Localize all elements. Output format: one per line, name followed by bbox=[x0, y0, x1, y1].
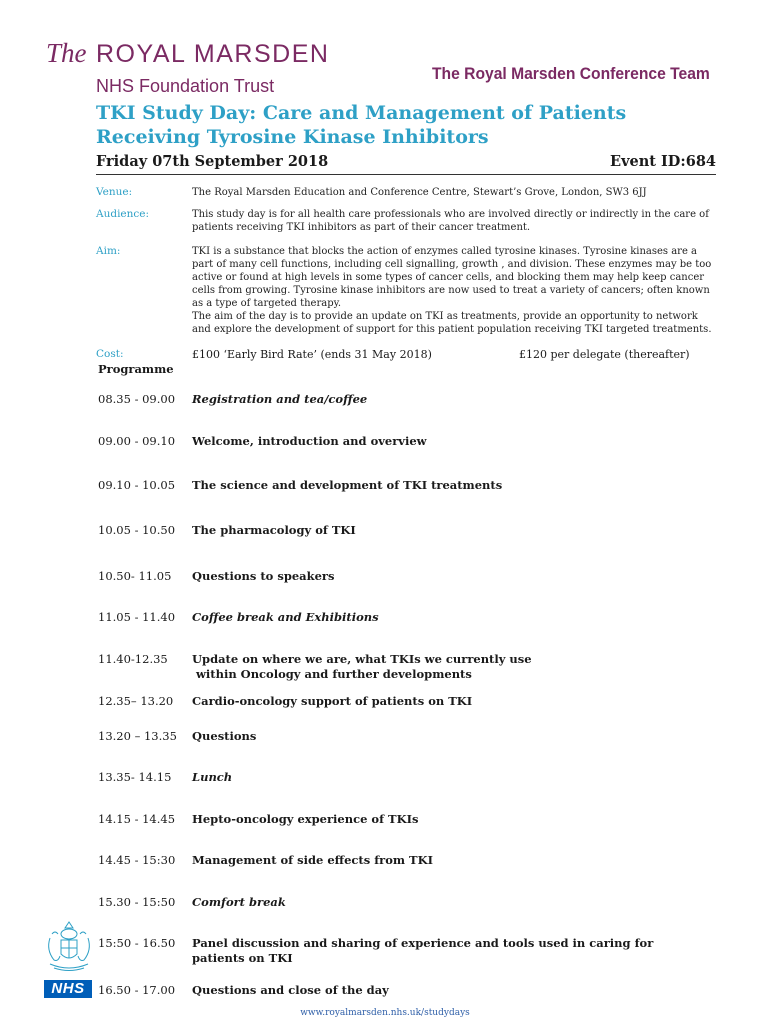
footer-url[interactable]: www.royalmarsden.nhs.uk/studydays bbox=[300, 1008, 470, 1018]
venue-text: The Royal Marsden Education and Conference Centre, Stewart’s Grove, London, SW3 6JJ bbox=[192, 187, 647, 198]
audience-label: Audience: bbox=[96, 208, 150, 220]
programme-item: Lunch bbox=[192, 770, 233, 784]
venue-label: Venue: bbox=[96, 186, 133, 198]
programme-time: 08.35 - 09.00 bbox=[98, 392, 176, 406]
programme-time: 09.10 - 10.05 bbox=[98, 478, 176, 492]
title-line-1: TKI Study Day: Care and Management of Patients bbox=[96, 102, 627, 124]
programme-time: 10.05 - 10.50 bbox=[98, 523, 176, 537]
programme-time: 11.05 - 11.40 bbox=[98, 610, 176, 624]
programme-item: Questions and close of the day bbox=[192, 983, 389, 997]
cost-thereafter: £120 per delegate (thereafter) bbox=[519, 348, 690, 361]
event-id: Event ID:684 bbox=[610, 153, 716, 170]
programme-item: Registration and tea/coffee bbox=[192, 392, 368, 406]
nhs-logo-text: NHS bbox=[51, 980, 85, 997]
programme-item: Cardio-oncology support of patients on TKI bbox=[192, 694, 473, 708]
royal-crest-icon bbox=[44, 918, 94, 974]
programme-item: The science and development of TKI treatments bbox=[192, 478, 503, 492]
logo-royal-marsden: ROYAL MARSDEN bbox=[96, 40, 330, 68]
programme-item-line-2: patients on TKI bbox=[192, 951, 293, 965]
programme-time: 09.00 - 09.10 bbox=[98, 434, 176, 448]
audience-text: This study day is for all health care professionals who are involved directly or indirectly in the care of patients receiving TKI inhibitors as part of their cancer treatment. bbox=[192, 209, 709, 233]
aim-paragraph-1: TKI is a substance that blocks the action of enzymes called tyrosine kinases. Tyrosine kinases are a part of many cell functions, including cell signalling, growth , and division. These enzymes may be too active or found at high levels in some types of cancer cells, and blocking them may help keep cancer cells from growing. Tyrosine kinase inhibitors are now used to treat a variety of cancers; often known as a type of targeted therapy. bbox=[192, 246, 712, 309]
programme-item: Questions to speakers bbox=[192, 569, 335, 583]
logo-the: The bbox=[46, 38, 87, 68]
programme-time: 12.35– 13.20 bbox=[98, 694, 174, 708]
programme-item-line-2: within Oncology and further developments bbox=[192, 667, 472, 681]
aim-paragraph-2: The aim of the day is to provide an update on TKI as treatments, provide an opportunity to network and explore the development of support for this patient population receiving TKI targeted treatments. bbox=[192, 311, 712, 335]
programme-time: 14.45 - 15:30 bbox=[98, 853, 176, 867]
programme-item-line-1: Panel discussion and sharing of experience and tools used in caring for bbox=[192, 936, 654, 950]
programme-item: Questions bbox=[192, 729, 257, 743]
aim-label: Aim: bbox=[96, 245, 121, 257]
page-title bbox=[96, 101, 626, 149]
programme-time: 11.40-12.35 bbox=[98, 652, 168, 666]
programme-item-line-1: Update on where we are, what TKIs we currently use bbox=[192, 652, 532, 666]
programme-time: 15:50 - 16.50 bbox=[98, 936, 176, 950]
aim-text bbox=[192, 245, 718, 336]
programme-time: 16.50 - 17.00 bbox=[98, 983, 176, 997]
programme-item: The pharmacology of TKI bbox=[192, 523, 356, 537]
programme-item: Comfort break bbox=[192, 895, 286, 909]
programme-item: Hepto-oncology experience of TKIs bbox=[192, 812, 419, 826]
conference-team-heading: The Royal Marsden Conference Team bbox=[432, 64, 710, 83]
cost-label: Cost: bbox=[96, 348, 124, 360]
title-line-2: Receiving Tyrosine Kinase Inhibitors bbox=[96, 126, 489, 148]
programme-item: Coffee break and Exhibitions bbox=[192, 610, 379, 624]
cost-early-bird: £100 ‘Early Bird Rate’ (ends 31 May 2018) bbox=[192, 348, 432, 361]
programme-item: Welcome, introduction and overview bbox=[192, 434, 427, 448]
programme-heading: Programme bbox=[98, 362, 174, 376]
programme-time: 15.30 - 15:50 bbox=[98, 895, 176, 909]
programme-time: 13.35- 14.15 bbox=[98, 770, 172, 784]
programme-time: 13.20 – 13.35 bbox=[98, 729, 177, 743]
programme-item: Management of side effects from TKI bbox=[192, 853, 433, 867]
programme-item bbox=[192, 936, 712, 966]
programme-time: 10.50- 11.05 bbox=[98, 569, 172, 583]
divider bbox=[96, 174, 716, 175]
logo-trust: NHS Foundation Trust bbox=[96, 76, 275, 96]
programme-time: 14.15 - 14.45 bbox=[98, 812, 176, 826]
programme-item bbox=[192, 652, 712, 682]
event-date: Friday 07th September 2018 bbox=[96, 153, 329, 170]
nhs-logo bbox=[44, 980, 92, 998]
